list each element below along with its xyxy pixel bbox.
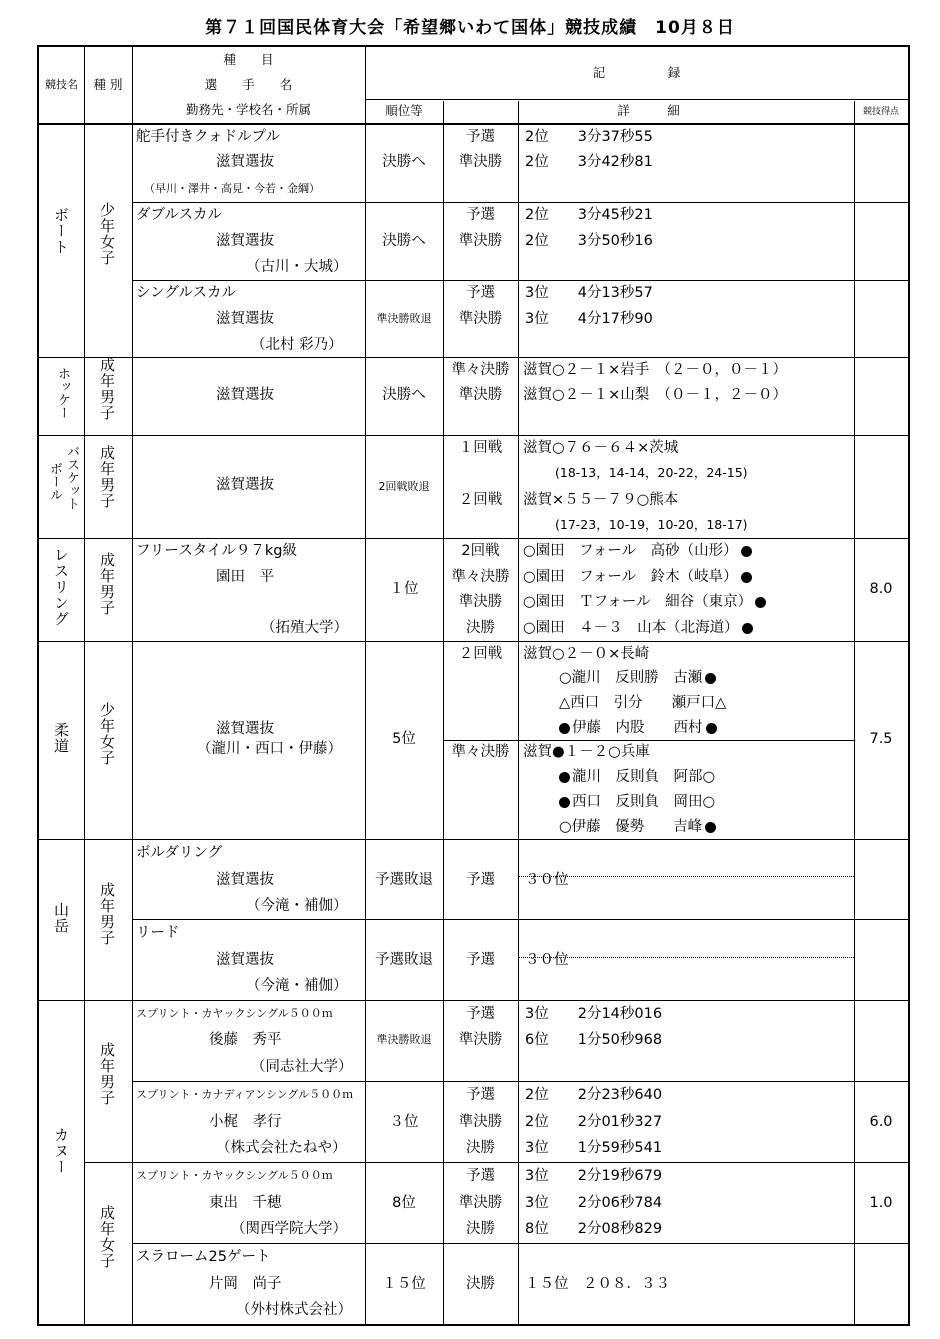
results-table xyxy=(37,45,910,1326)
bout xyxy=(559,668,716,688)
event-name: スプリント・カヤックシングル５００ｍ xyxy=(136,1007,333,1020)
loss-mark-icon xyxy=(705,822,716,833)
bout xyxy=(559,792,715,812)
score-detail: (17-23，10-19，10-20，18-17) xyxy=(555,517,748,532)
event-name: ダブルスカル xyxy=(136,207,222,223)
team-name: 滋賀選抜 xyxy=(216,952,274,968)
result xyxy=(523,541,752,561)
rank: １５位 xyxy=(382,1276,426,1292)
header-points: 競技得点 xyxy=(862,107,899,117)
round: 予選 xyxy=(466,1087,495,1103)
sport-basketball-line1: バスケット xyxy=(64,445,79,510)
rank: 5位 xyxy=(392,731,416,747)
team-name: 滋賀選抜 xyxy=(216,233,274,249)
loss-mark-icon xyxy=(559,723,570,734)
round: 準々決勝 xyxy=(451,744,510,760)
loss-mark-icon xyxy=(741,546,752,557)
rank: 決勝へ xyxy=(382,387,426,403)
event-name: スプリント・カナディアンシングル５００ｍ xyxy=(136,1088,354,1101)
sport-hockey: ホッケー xyxy=(55,367,70,419)
round: 予選 xyxy=(466,129,495,145)
rank: 決勝へ xyxy=(382,233,426,249)
athlete-name: 東出 千穂 xyxy=(209,1195,282,1211)
header-record: 記 録 xyxy=(592,65,681,80)
header-category: 種 別 xyxy=(93,77,123,92)
members: （北村 彩乃） xyxy=(251,337,343,353)
result: ３０位 xyxy=(525,872,569,888)
round: 準決勝 xyxy=(458,1195,503,1211)
round: 準々決勝 xyxy=(451,569,510,585)
result: 2位 3分42秒81 xyxy=(525,154,653,170)
sport-judo: 柔道 xyxy=(52,722,70,754)
header-event: 種 目 xyxy=(223,52,274,67)
header-rank: 順位等 xyxy=(385,103,423,118)
affiliation: （外村株式会社） xyxy=(236,1302,352,1318)
rank: 予選敗退 xyxy=(375,872,433,888)
members: （古川・大城） xyxy=(246,259,348,275)
round: 予選 xyxy=(466,872,495,888)
category-mountain: 成年男子 xyxy=(98,882,116,946)
result: 3位 2分14秒016 xyxy=(525,1006,663,1022)
event-name: ボルダリング xyxy=(136,845,223,861)
team-name: 滋賀選抜 xyxy=(216,477,274,493)
sport-wrestling: レスリング xyxy=(52,547,70,627)
athlete-name: 園田 平 xyxy=(216,569,274,585)
members: （早川・澤井・高見・今若・金綱） xyxy=(144,182,320,195)
rank: 準決勝敗退 xyxy=(376,312,432,325)
header-sport: 競技名 xyxy=(45,78,78,91)
round: ２回戦 xyxy=(458,492,503,508)
round: 予選 xyxy=(466,1168,495,1184)
members: （今滝・補伽） xyxy=(246,978,348,994)
rank: 決勝へ xyxy=(382,154,426,170)
result: 8位 2分08秒829 xyxy=(525,1221,663,1237)
bout xyxy=(559,817,716,837)
team-name: 滋賀選抜 xyxy=(216,721,274,737)
points: 8.0 xyxy=(869,581,893,597)
bout: △西口 引分 瀬戸口△ xyxy=(559,695,727,711)
bout-text: 瀧川 反則負 阿部○ xyxy=(572,769,716,785)
result: 2位 2分23秒640 xyxy=(525,1087,663,1103)
result-text: ○園田 フォール 鈴木（岐阜） xyxy=(523,569,738,585)
event-name: リード xyxy=(136,925,180,941)
category-canoe-women: 成年女子 xyxy=(98,1205,116,1269)
affiliation: （株式会社たねや） xyxy=(216,1140,347,1156)
result: 滋賀×５５－７９○熊本 xyxy=(523,492,679,508)
points: 7.5 xyxy=(869,731,893,747)
bout xyxy=(559,767,715,787)
round: 決勝 xyxy=(466,1276,495,1292)
bout-text: 西口 反則負 岡田○ xyxy=(572,794,716,810)
round: 2回戦 xyxy=(461,543,500,559)
result: ３０位 xyxy=(525,952,569,968)
rank: 準決勝敗退 xyxy=(376,1033,432,1046)
points: 1.0 xyxy=(869,1195,893,1211)
sport-mountain: 山岳 xyxy=(52,902,70,934)
round: 決勝 xyxy=(466,1140,495,1156)
affiliation: （拓殖大学） xyxy=(261,620,348,636)
page-title: 第７１回国民体育大会「希望郷いわて国体」競技成績 10月８日 xyxy=(205,18,735,38)
round: １回戦 xyxy=(458,440,503,456)
sport-boat: ボート xyxy=(52,207,70,255)
result: 3位 4分13秒57 xyxy=(525,285,653,301)
match-result: 滋賀●１－２○兵庫 xyxy=(523,744,650,760)
round: 準決勝 xyxy=(458,311,503,327)
rank: １位 xyxy=(389,581,419,597)
result: 2位 3分37秒55 xyxy=(525,129,653,145)
event-name: 舵手付きクォドルプル xyxy=(136,129,280,145)
round: 準決勝 xyxy=(458,154,503,170)
loss-mark-icon xyxy=(706,723,717,734)
loss-mark-icon xyxy=(741,572,752,583)
rank: ３位 xyxy=(389,1114,419,1130)
round: 予選 xyxy=(466,285,495,301)
round: 準決勝 xyxy=(458,594,503,610)
category-hockey: 成年男子 xyxy=(98,357,116,421)
affiliation: （同志社大学） xyxy=(251,1059,353,1075)
result xyxy=(523,592,766,612)
members: （今滝・補伽） xyxy=(246,898,348,914)
athlete-name: 後藤 秀平 xyxy=(209,1032,282,1048)
result: 3位 2分19秒679 xyxy=(525,1168,663,1184)
category-boat: 少年女子 xyxy=(98,202,116,266)
event-name: シングルスカル xyxy=(136,285,236,301)
loss-mark-icon xyxy=(755,597,766,608)
team-name: 滋賀選抜 xyxy=(216,311,274,327)
score-detail: (18-13，14-14，20-22，24-15) xyxy=(555,465,748,480)
loss-mark-icon xyxy=(705,673,716,684)
round: 決勝 xyxy=(466,1221,495,1237)
result xyxy=(523,618,753,638)
round: 準決勝 xyxy=(458,387,503,403)
sport-canoe: カヌー xyxy=(52,1127,70,1175)
bout-text: 伊藤 内股 西村 xyxy=(572,720,703,736)
result: 2位 2分01秒327 xyxy=(525,1114,663,1130)
bout-text: ○瀧川 反則勝 古瀬 xyxy=(559,670,703,686)
members: （瀧川・西口・伊藤） xyxy=(197,741,342,757)
result: 3位 1分59秒541 xyxy=(525,1140,663,1156)
result: 2位 3分45秒21 xyxy=(525,207,653,223)
affiliation: （関西学院大学） xyxy=(231,1221,347,1237)
team-name: 滋賀選抜 xyxy=(216,154,274,170)
rank: 2回戦敗退 xyxy=(378,480,430,493)
round: 決勝 xyxy=(466,620,495,636)
result: 6位 1分50秒968 xyxy=(525,1032,663,1048)
round: 準々決勝 xyxy=(451,362,510,378)
result-text: ○園田 フォール 高砂（山形） xyxy=(523,543,738,559)
header-detail: 詳 細 xyxy=(617,103,680,118)
points: 6.0 xyxy=(869,1114,893,1130)
loss-mark-icon xyxy=(742,623,753,634)
result: 滋賀○７６－６４×茨城 xyxy=(523,440,679,456)
result-text: ○園田 Ｔフォール 細谷（東京） xyxy=(523,594,753,610)
round: ２回戦 xyxy=(458,646,503,662)
result: 3位 2分06秒784 xyxy=(525,1195,663,1211)
team-name: 滋賀選抜 xyxy=(216,872,274,888)
result: 滋賀○２－１×山梨 （０－１，２－０） xyxy=(523,387,788,403)
bout xyxy=(559,718,717,738)
event-name: スラローム25ゲート xyxy=(136,1249,271,1265)
round: 準決勝 xyxy=(458,1032,503,1048)
category-basketball: 成年男子 xyxy=(98,445,116,509)
result-text: ○園田 ４－３ 山本（北海道） xyxy=(523,620,739,636)
result: 滋賀○２－１×岩手 （２－０，０－１） xyxy=(523,362,788,378)
rank: 8位 xyxy=(392,1195,416,1211)
loss-mark-icon xyxy=(559,797,570,808)
athlete-name: 小梶 孝行 xyxy=(209,1114,282,1130)
athlete-name: 片岡 尚子 xyxy=(209,1276,282,1292)
event-name: フリースタイル９７kg級 xyxy=(136,543,298,559)
round: 予選 xyxy=(466,1006,495,1022)
result: １５位 ２０８．３３ xyxy=(525,1276,670,1292)
match-result: 滋賀○２－０×長崎 xyxy=(523,646,650,662)
category-canoe-men: 成年男子 xyxy=(98,1042,116,1106)
team-name: 滋賀選抜 xyxy=(216,387,274,403)
round: 準決勝 xyxy=(458,233,503,249)
loss-mark-icon xyxy=(559,772,570,783)
bout-text: ○伊藤 優勢 吉峰 xyxy=(559,819,703,835)
sport-basketball-line2: ボール xyxy=(47,462,62,501)
category-wrestling: 成年男子 xyxy=(98,552,116,616)
round: 予選 xyxy=(466,207,495,223)
result: 3位 4分17秒90 xyxy=(525,311,653,327)
header-affiliation: 勤務先・学校名・所属 xyxy=(185,102,311,117)
result xyxy=(523,567,752,587)
header-athlete: 選 手 名 xyxy=(204,77,293,92)
event-name: スプリント・カヤックシングル５００ｍ xyxy=(136,1169,333,1182)
result: 2位 3分50秒16 xyxy=(525,233,653,249)
category-judo: 少年女子 xyxy=(98,702,116,766)
rank: 予選敗退 xyxy=(375,952,433,968)
round: 予選 xyxy=(466,952,495,968)
round: 準決勝 xyxy=(458,1114,503,1130)
